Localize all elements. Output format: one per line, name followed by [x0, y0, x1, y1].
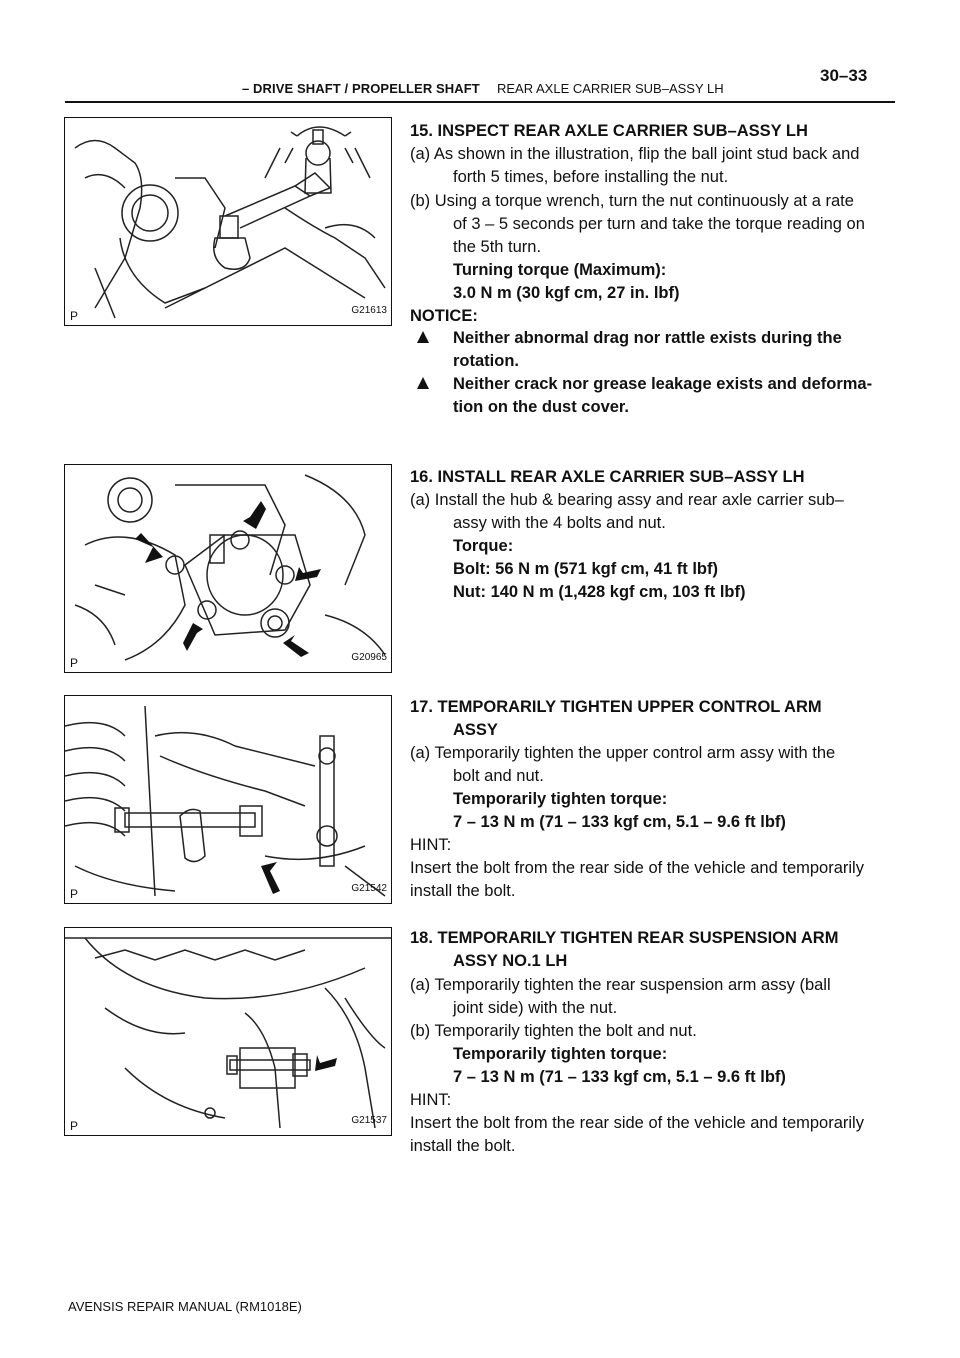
step-15-notice-1-line1: Neither abnormal drag nor rattle exists during the: [453, 329, 842, 347]
footer-manual-id: AVENSIS REPAIR MANUAL (RM1018E): [68, 1299, 302, 1314]
bullet-triangle-icon: [417, 331, 429, 343]
step-15-b-line1: (b) Using a torque wrench, turn the nut continuously at a rate: [410, 192, 854, 210]
bullet-triangle-icon: [417, 377, 429, 389]
step-15-a-line2: forth 5 times, before installing the nut.: [453, 168, 729, 186]
step-18-spec-value: 7 – 13 N m (71 – 133 kgf cm, 5.1 – 9.6 ft lbf): [453, 1068, 786, 1086]
step-15-a-line1: (a) As shown in the illustration, flip the ball joint stud back and: [410, 145, 860, 163]
step-16-torque-label: Torque:: [453, 537, 514, 555]
step-16-nut-torque: Nut: 140 N m (1,428 kgf cm, 103 ft lbf): [453, 583, 746, 601]
step-16-bolt-torque: Bolt: 56 N m (571 kgf cm, 41 ft lbf): [453, 560, 718, 578]
page-number: 30–33: [820, 66, 868, 85]
step-17-title-line1: 17. TEMPORARILY TIGHTEN UPPER CONTROL ARM: [410, 698, 822, 716]
step-18-title-line2: ASSY NO.1 LH: [453, 952, 568, 970]
step-17-hint: HINT:: [410, 836, 452, 854]
step-17-title-line2: ASSY: [453, 721, 498, 739]
step-15-spec-label: Turning torque (Maximum):: [453, 261, 667, 279]
step-18-a-line2: joint side) with the nut.: [453, 999, 618, 1017]
figure-code: G21613: [351, 305, 387, 316]
step-17-hint-line1: Insert the bolt from the rear side of the vehicle and temporarily: [410, 859, 864, 877]
step-15-title: 15. INSPECT REAR AXLE CARRIER SUB–ASSY LH: [410, 122, 808, 140]
figure-upper-control-arm: [64, 695, 392, 904]
step-15-notice-2-line1: Neither crack nor grease leakage exists and deforma-: [453, 375, 873, 393]
header-subsection: REAR AXLE CARRIER SUB–ASSY LH: [497, 81, 724, 96]
figure-axle-carrier-install: [64, 464, 392, 673]
figure-ball-joint-inspection: [64, 117, 392, 326]
step-18-hint-line2: install the bolt.: [410, 1137, 516, 1155]
rear-suspension-arm-illustration: [65, 928, 391, 1135]
figure-p-label: P: [70, 309, 79, 323]
step-17-hint-line2: install the bolt.: [410, 882, 516, 900]
step-18-a-line1: (a) Temporarily tighten the rear suspension arm assy (ball: [410, 976, 831, 994]
step-18-b-line1: (b) Temporarily tighten the bolt and nut.: [410, 1022, 697, 1040]
step-15-spec-value: 3.0 N m (30 kgf cm, 27 in. lbf): [453, 284, 680, 302]
step-16-a-line1: (a) Install the hub & bearing assy and rear axle carrier sub–: [410, 491, 844, 509]
figure-rear-suspension-arm: [64, 927, 392, 1136]
figure-p-label: P: [70, 887, 79, 901]
figure-code: G21537: [351, 1115, 387, 1126]
step-17-a-line2: bolt and nut.: [453, 767, 544, 785]
step-16-title: 16. INSTALL REAR AXLE CARRIER SUB–ASSY LH: [410, 468, 805, 486]
figure-code: G20965: [351, 652, 387, 663]
figure-p-label: P: [70, 656, 79, 670]
step-17-a-line1: (a) Temporarily tighten the upper control arm assy with the: [410, 744, 836, 762]
figure-code: G21542: [351, 883, 387, 894]
step-17-spec-label: Temporarily tighten torque:: [453, 790, 668, 808]
ball-joint-illustration: [65, 118, 391, 325]
figure-p-label: P: [70, 1119, 79, 1133]
step-15-b-line2: of 3 – 5 seconds per turn and take the torque reading on: [453, 215, 865, 233]
step-15-notice-2-line2: tion on the dust cover.: [453, 398, 630, 416]
axle-carrier-illustration: [65, 465, 391, 672]
step-15-b-line3: the 5th turn.: [453, 238, 542, 256]
step-18-hint: HINT:: [410, 1091, 452, 1109]
step-15-notice: NOTICE:: [410, 307, 478, 325]
step-15-notice-1-line2: rotation.: [453, 352, 519, 370]
upper-control-arm-illustration: [65, 696, 391, 903]
step-18-title-line1: 18. TEMPORARILY TIGHTEN REAR SUSPENSION ARM: [410, 929, 839, 947]
step-16-a-line2: assy with the 4 bolts and nut.: [453, 514, 666, 532]
step-18-spec-label: Temporarily tighten torque:: [453, 1045, 668, 1063]
step-17-spec-value: 7 – 13 N m (71 – 133 kgf cm, 5.1 – 9.6 ft lbf): [453, 813, 786, 831]
header-section: – DRIVE SHAFT / PROPELLER SHAFT: [242, 81, 480, 96]
header-rule: [65, 101, 895, 103]
step-18-hint-line1: Insert the bolt from the rear side of the vehicle and temporarily: [410, 1114, 864, 1132]
